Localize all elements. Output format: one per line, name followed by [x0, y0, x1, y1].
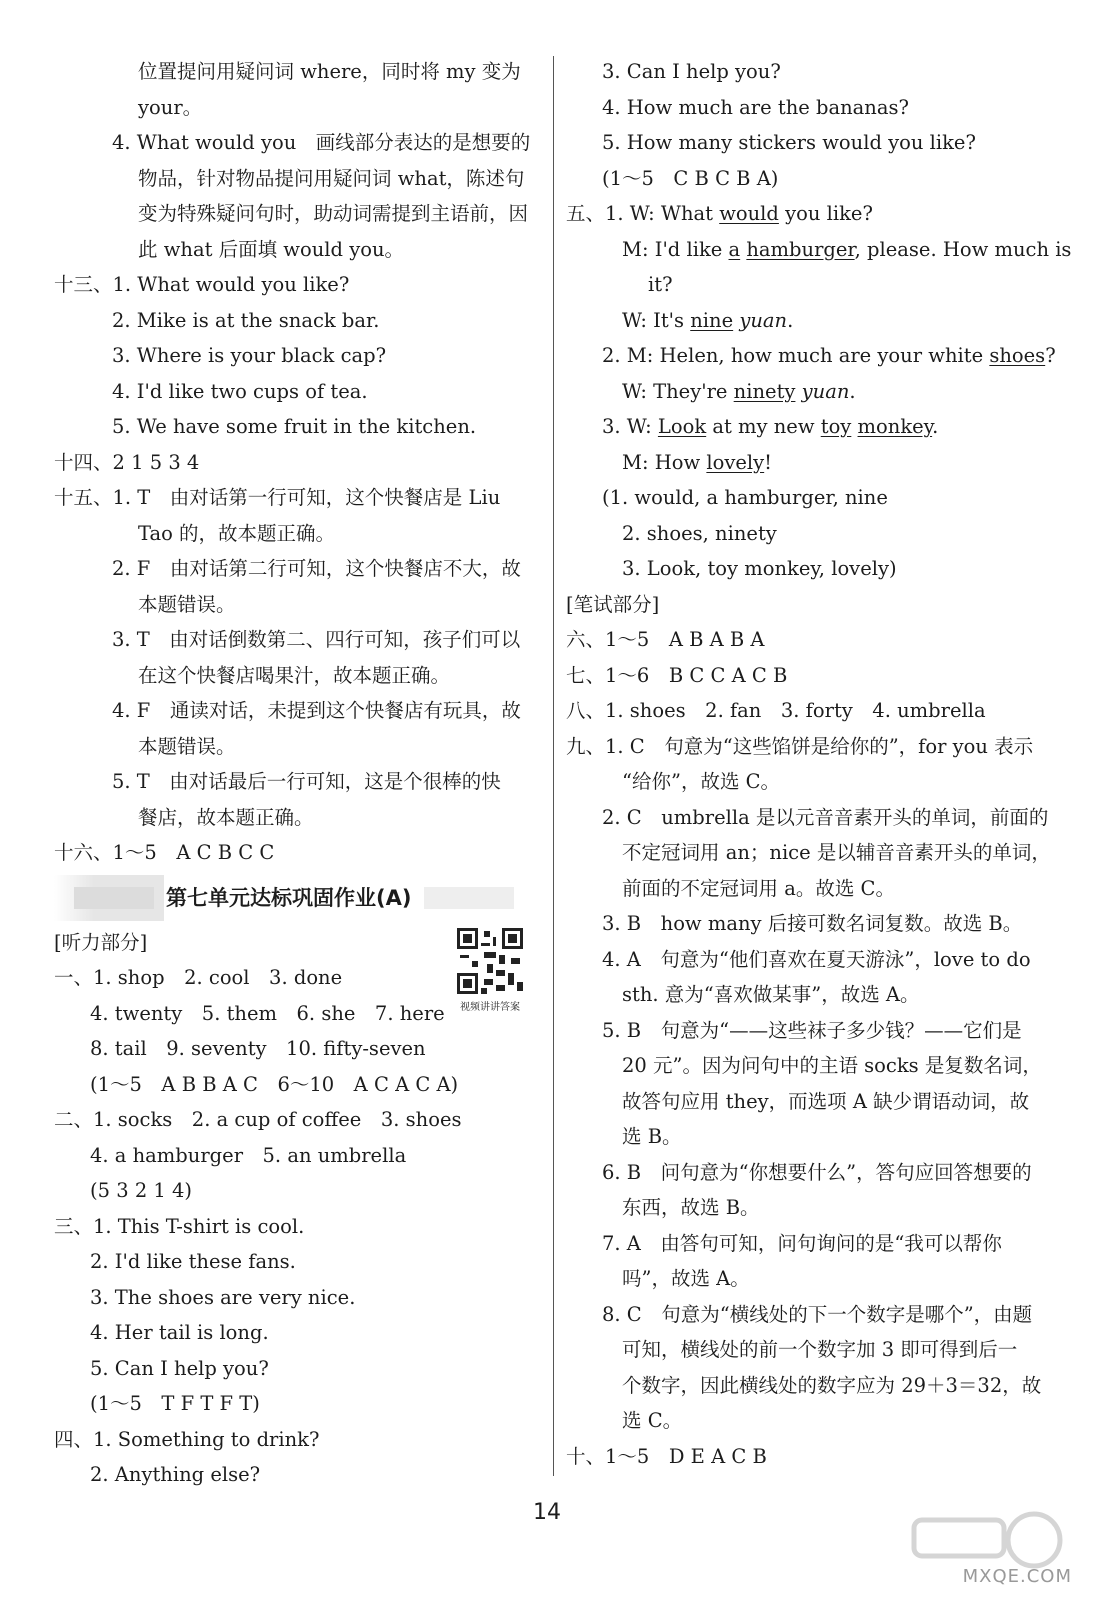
dialog-text: 2. M: Helen, how much are your white: [602, 344, 990, 367]
dialog-text: .: [849, 379, 856, 403]
section-1-heading: 一、1. shop 2. cool 3. done: [54, 966, 343, 989]
section-8: 八、1. shoes 2. fan 3. forty 4. umbrella: [566, 699, 986, 722]
text-line: (1～5 T F T F T): [90, 1392, 260, 1415]
dialog-line: [566, 338, 1056, 374]
listening-block: [54, 925, 544, 1493]
text-line: 4. How much are the bananas?: [602, 95, 909, 119]
text-line: your。: [138, 95, 203, 119]
dialog-text: .: [787, 308, 794, 332]
dialog-text: W: They're: [622, 379, 734, 403]
dialog-text: !: [764, 450, 773, 474]
dialog-text: W: It's: [622, 308, 691, 332]
text-line: 前面的不定冠词用 a。故选 C。: [622, 876, 895, 900]
dialog-line: [566, 445, 1056, 481]
dialog-line: [566, 232, 1072, 268]
text-line: 吗”，故选 A。: [622, 1267, 750, 1290]
section-7: 七、1～6 B C C A C B: [566, 663, 788, 687]
written-label: [笔试部分]: [566, 592, 660, 616]
text-line: 个数字，因此横线处的数字应为 29＋3＝32，故: [622, 1373, 1042, 1397]
underlined-answer: lovely: [706, 450, 765, 474]
section-2-heading: 二、1. socks 2. a cup of coffee 3. shoes: [54, 1108, 462, 1131]
text-line: 5. We have some fruit in the kitchen.: [112, 415, 477, 438]
watermark-text: MXQE.COM: [962, 1566, 1072, 1587]
section-3-heading: 三、1. This T-shirt is cool.: [54, 1214, 305, 1238]
dialog-text: M: How: [622, 450, 707, 474]
text-line: 2. I'd like these fans.: [90, 1250, 296, 1273]
unit-title: [54, 875, 544, 921]
text-line: (1. would, a hamburger, nine: [602, 486, 888, 509]
section-10: 十、1～5 D E A C B: [566, 1444, 767, 1468]
text-line: 2. C umbrella 是以元音音素开头的单词，前面的: [602, 805, 1049, 829]
underlined-answer: toy: [820, 415, 852, 438]
dialog-line: [566, 409, 1056, 445]
underlined-answer: ninety: [733, 379, 796, 403]
text-line: 5. B 句意为“——这些袜子多少钱？——它们是: [602, 1018, 1022, 1042]
left-column: [54, 54, 544, 1493]
underlined-answer: nine: [690, 308, 734, 332]
text-line: (5 3 2 1 4): [90, 1179, 193, 1202]
text-line: 选 B。: [622, 1125, 682, 1148]
dialog-text: yuan: [733, 308, 788, 332]
underlined-answer: monkey: [857, 415, 933, 438]
dialog-text: .: [932, 415, 939, 438]
section-16: 十六、1～5 A C B C C: [54, 841, 275, 864]
text-line: 3. The shoes are very nice.: [90, 1285, 356, 1309]
text-line: 选 C。: [622, 1409, 683, 1432]
text-line: 3. Where is your black cap?: [112, 344, 387, 367]
text-line: 3. B how many 后接可数名词复数。故选 B。: [602, 912, 1023, 935]
text-line: 2. Mike is at the snack bar.: [112, 308, 380, 332]
text-line: 可知，横线处的前一个数字加 3 即可得到后一: [622, 1338, 1018, 1361]
text-line: 4. I'd like two cups of tea.: [112, 379, 368, 403]
text-line: 5. Can I help you?: [90, 1356, 269, 1380]
text-line: 4. a hamburger 5. an umbrella: [90, 1143, 407, 1167]
text-line: 4. F 通读对话，未提到这个快餐店有玩具，故: [112, 699, 521, 722]
text-line: 6. B 问句意为“你想要什么”，答句应回答想要的: [602, 1160, 1032, 1184]
text-line: 不定冠词用 an；nice 是以辅音音素开头的单词，: [622, 841, 1051, 864]
dialog-text: 3. W:: [602, 415, 658, 438]
title-decoration: [74, 887, 154, 909]
text-line: 8. C 句意为“横线处的下一个数字是哪个”，由题: [602, 1302, 1033, 1326]
underlined-answer: a: [728, 237, 741, 261]
dialog-text: M: I'd like: [622, 237, 729, 261]
dialog-text: 五、1. W: What: [566, 202, 720, 225]
dialog-text: yuan: [795, 379, 850, 403]
dialog-line: [566, 374, 1056, 410]
text-line: 变为特殊疑问句时，助动词需提到主语前，因: [138, 202, 529, 225]
text-line: 物品，针对物品提问用疑问词 what，陈述句: [138, 166, 525, 190]
text-line: 20 元”。因为问句中的主语 socks 是复数名词，: [622, 1054, 1042, 1077]
listening-label: [听力部分]: [54, 930, 148, 954]
section-6: 六、1～5 A B A B A: [566, 628, 765, 651]
dialog-text: ?: [1045, 344, 1056, 367]
text-line: “给你”，故选 C。: [622, 770, 781, 793]
text-line: 5. How many stickers would you like?: [602, 131, 976, 154]
section-9-heading: 九、1. C 句意为“这些馅饼是给你的”，for you 表示: [566, 734, 1034, 758]
text-line: 2. Anything else?: [90, 1463, 261, 1486]
text-line: 4. twenty 5. them 6. she 7. here: [90, 1001, 445, 1025]
text-line: 本题错误。: [138, 592, 236, 616]
qr-code[interactable]: [454, 925, 526, 1011]
dialog-line: it?: [648, 273, 673, 296]
underlined-answer: Look: [657, 415, 707, 438]
text-line: 3. Can I help you?: [602, 60, 781, 83]
text-line: (1～5 C B C B A): [602, 166, 779, 190]
text-line: 位置提问用疑问词 where，同时将 my 变为: [138, 60, 521, 83]
text-line: 5. T 由对话最后一行可知，这是个很棒的快: [112, 770, 501, 793]
text-line: 3. T 由对话倒数第二、四行可知，孩子们可以: [112, 628, 521, 651]
text-line: sth. 意为“喜欢做某事”，故选 A。: [622, 983, 920, 1006]
text-line: 东西，故选 B。: [622, 1196, 760, 1219]
unit-title-text: 第七单元达标巩固作业(A): [166, 885, 412, 910]
right-column: [566, 54, 1072, 1474]
underlined-answer: would: [719, 202, 779, 225]
section-14: 十四、2 1 5 3 4: [54, 450, 200, 474]
section-5-line: [566, 196, 1056, 232]
text-line: 在这个快餐店喝果汁，故本题正确。: [138, 663, 451, 687]
text-line: 8. tail 9. seventy 10. fifty-seven: [90, 1037, 426, 1060]
section-15-heading: 十五、1. T 由对话第一行可知，这个快餐店是 Liu: [54, 486, 501, 509]
dialog-line: [566, 303, 1056, 339]
underlined-answer: shoes: [989, 344, 1046, 367]
text-line: 2. F 由对话第二行可知，这个快餐店不大，故: [112, 557, 521, 580]
section-4-heading: 四、1. Something to drink?: [54, 1427, 320, 1451]
text-line: 4. What would you 画线部分表达的是想要的: [112, 131, 531, 154]
text-line: 餐店，故本题正确。: [138, 805, 314, 829]
text-line: 故答句应用 they，而选项 A 缺少谓语动词，故: [622, 1089, 1030, 1113]
text-line: (1～5 A B B A C 6～10 A C A C A): [90, 1072, 459, 1096]
text-line: 4. A 句意为“他们喜欢在夏天游泳”，love to do: [602, 947, 1031, 971]
page-number: 14: [533, 1500, 561, 1525]
underlined-answer: hamburger: [746, 237, 855, 261]
dialog-text: you like?: [778, 202, 873, 225]
section-13-heading: 十三、1. What would you like?: [54, 273, 350, 296]
text-line: 7. A 由答句可知，问句询问的是“我可以帮你: [602, 1231, 1002, 1255]
qr-code-icon: [454, 925, 526, 997]
text-line: 4. Her tail is long.: [90, 1321, 269, 1344]
dialog-text: , please. How much is: [854, 237, 1072, 261]
title-decoration: [424, 887, 514, 909]
text-line: 3. Look, toy monkey, lovely): [622, 557, 897, 580]
text-line: 本题错误。: [138, 734, 236, 758]
text-line: Tao 的，故本题正确。: [138, 521, 336, 545]
text-line: 2. shoes, ninety: [622, 521, 777, 545]
dialog-text: at my new: [706, 415, 821, 438]
column-divider: [553, 56, 554, 1476]
text-line: 此 what 后面填 would you。: [138, 237, 405, 261]
qr-caption: 视频讲讲答案: [460, 1001, 520, 1013]
